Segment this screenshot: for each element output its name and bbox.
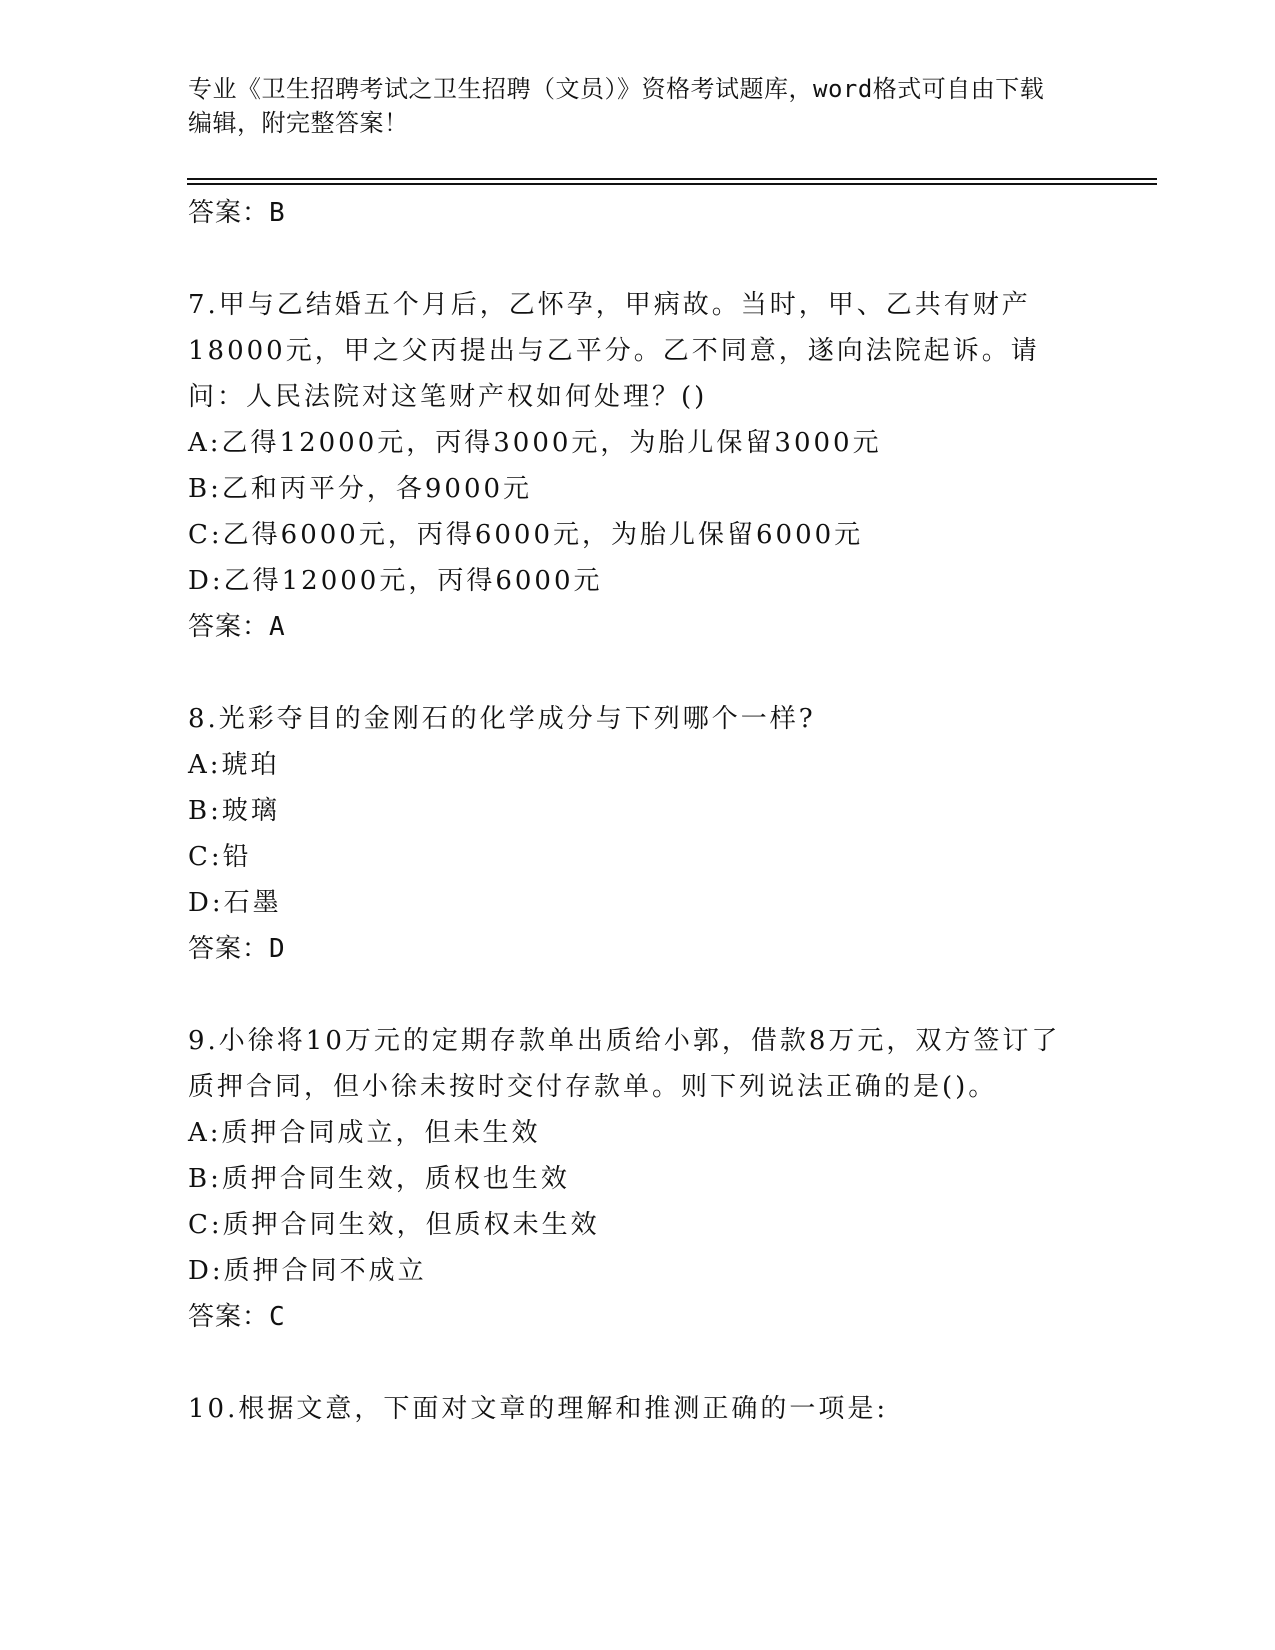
- question-text: 7.甲与乙结婚五个月后，乙怀孕，甲病故。当时，甲、乙共有财产18000元，甲之父丙提出与乙平分。乙不同意，遂向法院起诉。请问：人民法院对这笔财产权如何处理？(): [188, 290, 1040, 412]
- answer-label: 答案：A: [188, 612, 286, 642]
- option-c: C:质押合同生效，但质权未生效: [188, 1210, 600, 1240]
- question-block: [188, 282, 1088, 650]
- question-text: 9.小徐将10万元的定期存款单出质给小郭，借款8万元，双方签订了质押合同，但小徐未按时交付存款单。则下列说法正确的是()。: [188, 1026, 1061, 1102]
- option-b: B:玻璃: [188, 796, 280, 826]
- question-list: [188, 190, 1088, 1432]
- header-line-1: 专业《卫生招聘考试之卫生招聘（文员）》资格考试题库，word格式可自由下载: [188, 75, 1045, 103]
- option-c: C:乙得6000元，丙得6000元，为胎儿保留6000元: [188, 520, 864, 550]
- answer-label: 答案：D: [188, 934, 286, 964]
- question-block: [188, 1386, 1088, 1432]
- option-a: A:质押合同成立，但未生效: [188, 1118, 541, 1148]
- question-block: [188, 1018, 1088, 1340]
- previous-answer: 答案：B: [188, 198, 286, 228]
- question-text: 8.光彩夺目的金刚石的化学成分与下列哪个一样?: [188, 704, 816, 734]
- option-d: D:石墨: [188, 888, 282, 918]
- option-d: D:质押合同不成立: [188, 1256, 427, 1286]
- option-a: A:琥珀: [188, 750, 280, 780]
- answer-label: 答案：C: [188, 1302, 286, 1332]
- option-b: B:质押合同生效，质权也生效: [188, 1164, 570, 1194]
- header-rule-top: [187, 178, 1157, 180]
- option-d: D:乙得12000元，丙得6000元: [188, 566, 603, 596]
- question-text: 10.根据文意，下面对文章的理解和推测正确的一项是:: [188, 1394, 889, 1424]
- option-c: C:铅: [188, 842, 252, 872]
- question-block: [188, 696, 1088, 972]
- option-a: A:乙得12000元，丙得3000元，为胎儿保留3000元: [188, 428, 882, 458]
- option-b: B:乙和丙平分，各9000元: [188, 474, 533, 504]
- header-rule-bottom: [187, 183, 1157, 185]
- document-header: [188, 72, 1088, 140]
- header-line-2: 编辑，附完整答案！: [188, 109, 409, 137]
